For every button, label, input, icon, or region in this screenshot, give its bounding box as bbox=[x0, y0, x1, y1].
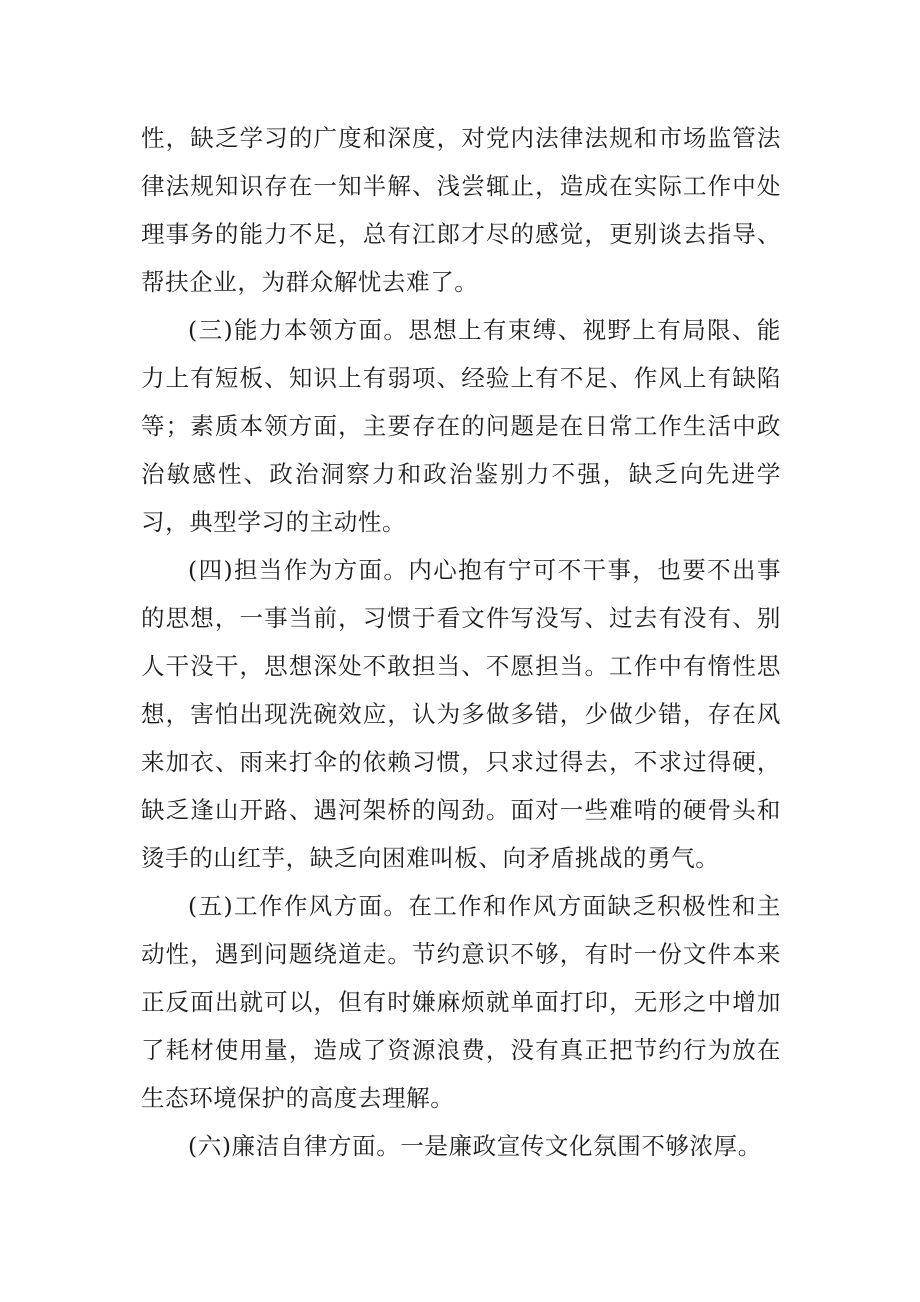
paragraph-integrity: (六)廉洁自律方面。一是廉政宣传文化氛围不够浓厚。 bbox=[188, 1132, 762, 1160]
paragraph-responsibility: (四)担当作为方面。内心抱有宁可不干事，也要不出事的思想，一事当前，习惯于看文件写没写、过去有没有、别人干没干，思想深处不敢担当、不愿担当。工作中有惰性思想，害怕出现洗碗效应，认为多做多错，少做少错，存在风来加衣、雨来打伞的依赖习惯，只求过得去，不求过得硬，缺乏逢山开路、遇河架桥的闯劲。面对一些难啃的硬骨头和烫手的山红芋，缺乏向困难叫板、向矛盾挑战的勇气。 bbox=[141, 556, 781, 872]
paragraph-ability: (三)能力本领方面。思想上有束缚、视野上有局限、能力上有短板、知识上有弱项、经验上有不足、作风上有缺陷等；素质本领方面，主要存在的问题是在日常工作生活中政治敏感性、政治洞察力和政治鉴别力不强，缺乏向先进学习，典型学习的主动性。 bbox=[141, 316, 781, 536]
document-body bbox=[141, 114, 781, 1170]
paragraph-learning-continuation: 性，缺乏学习的广度和深度，对党内法律法规和市场监管法律法规知识存在一知半解、浅尝辄止，造成在实际工作中处理事务的能力不足，总有江郎才尽的感觉，更别谈去指导、帮扶企业，为群众解忧去难了。 bbox=[141, 124, 781, 296]
paragraph-work-style: (五)工作作风方面。在工作和作风方面缺乏积极性和主动性，遇到问题绕道走。节约意识不够，有时一份文件本来正反面出就可以，但有时嫌麻烦就单面打印，无形之中增加了耗材使用量，造成了资源浪费，没有真正把节约行为放在生态环境保护的高度去理解。 bbox=[141, 892, 781, 1112]
